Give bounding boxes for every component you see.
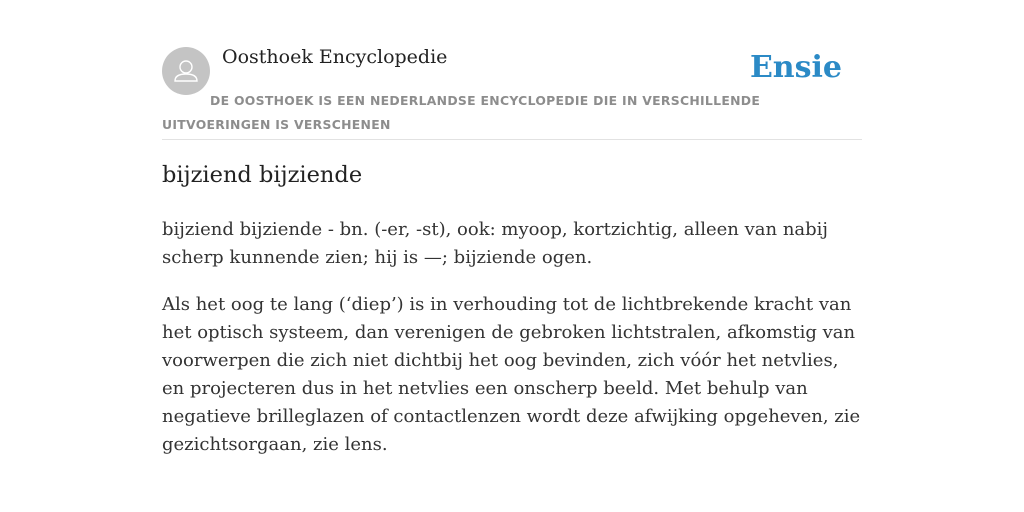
content-container [162,0,862,455]
site-name[interactable]: Oosthoek Encyclopedie [222,46,448,68]
user-avatar-icon[interactable] [162,47,210,95]
entry-title: bijziend bijziende [162,162,363,188]
user-silhouette-icon [162,47,210,95]
entry-description: Als het oog te lang (‘diep’) is in verhouding tot de lichtbrekende kracht van het optisch systeem, dan verenigen de gebroken lichtstralen, afkomstig van voorwerpen die zich niet dichtbij het oog bevinden, zich vóór het netvlies, en projecteren dus in het netvlies een onscherp beeld. Met behulp van negatieve brilleglazen of contactlenzen wordt deze afwijking opgeheven, zie gezichtsorgaan, zie lens. [162,294,861,455]
site-header [162,0,862,140]
site-tagline: DE OOSTHOEK IS EEN NEDERLANDSE ENCYCLOPEDIE DIE IN VERSCHILLENDE UITVOERINGEN IS VERSCHENEN [162,93,761,132]
brand-logo-link[interactable]: Ensie [749,50,842,85]
entry-definition: bijziend bijziende - bn. (-er, -st), ook: myoop, kortzichtig, alleen van nabij scherp kunnende zien; hij is —; bijziende ogen. [162,219,828,268]
